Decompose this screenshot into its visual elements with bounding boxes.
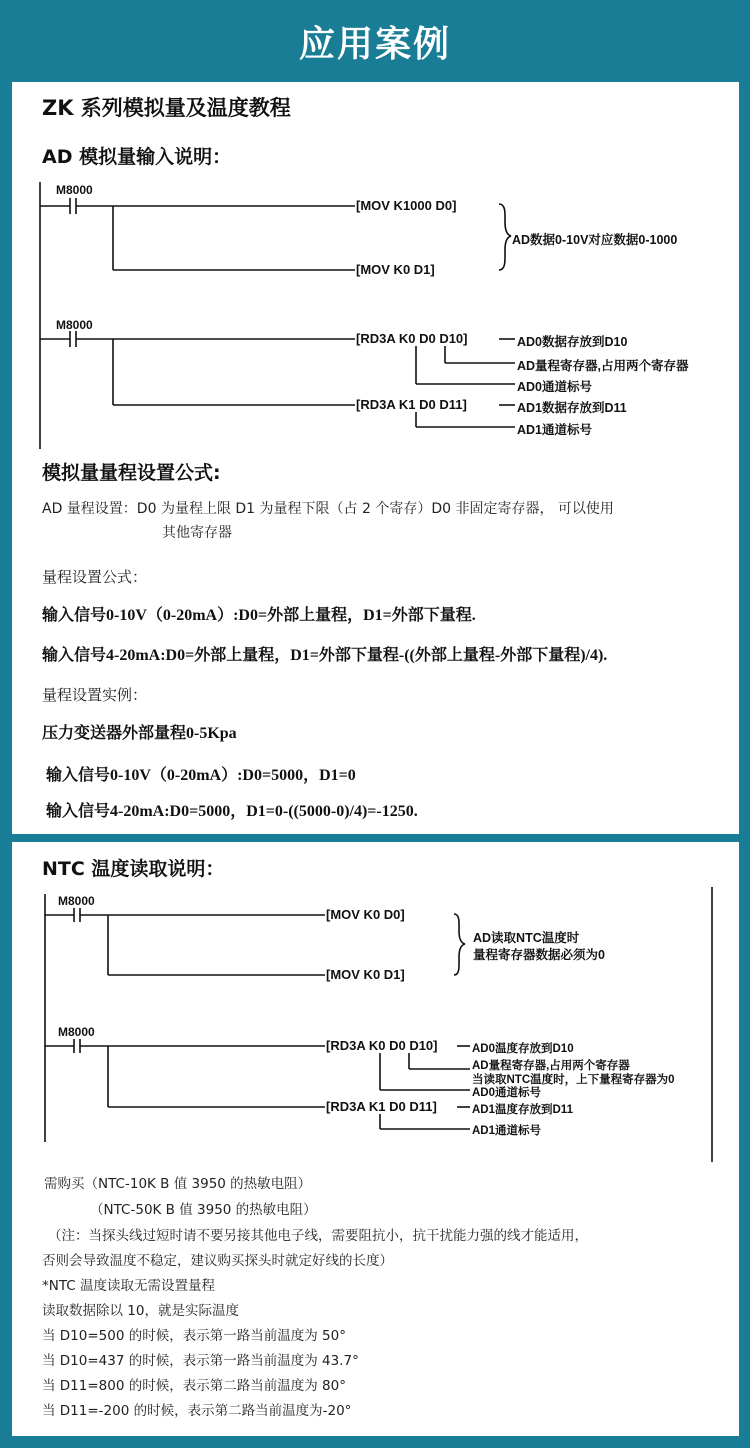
annotation: AD0数据存放到D10: [517, 335, 628, 349]
formula-line: 输入信号0-10V（0-20mA）:D0=外部上量程，D1=外部下量程.: [42, 607, 476, 624]
text-line: 读取数据除以 10，就是实际温度: [42, 1303, 239, 1319]
annotation: 量程寄存器数据必须为0: [473, 948, 605, 962]
rd3a-instruction: [RD3A K0 D0 D10]: [356, 331, 468, 346]
ntc-ladder-diagram: [12, 842, 739, 1162]
contact-label: M8000: [58, 894, 95, 908]
range-description: AD 量程设置：D0 为量程上限 D1 为量程下限（占 2 个寄存）D0 非固定寄存器， 可以使用: [42, 501, 614, 517]
example-line: 输入信号4-20mA:D0=5000，D1=0-((5000-0)/4)=-1250.: [46, 803, 418, 820]
text-line: （NTC-50K B 值 3950 的热敏电阻）: [90, 1202, 317, 1218]
header-banner: [0, 0, 750, 82]
brace-symbol: [454, 914, 465, 975]
text-line: 当 D11=800 的时候，表示第二路当前温度为 80°: [42, 1378, 346, 1394]
rd3a-instruction: [RD3A K0 D0 D10]: [326, 1038, 438, 1053]
example-device: 压力变送器外部量程0-5Kpa: [42, 725, 237, 742]
annotation: 当读取NTC温度时，上下量程寄存器为0: [472, 1074, 675, 1086]
range-description: 其他寄存器: [162, 525, 232, 541]
rd3a-instruction: [RD3A K1 D0 D11]: [356, 397, 467, 412]
contact-label: M8000: [56, 318, 93, 332]
ntc-heading: NTC 温度读取说明：: [42, 858, 225, 880]
ad-heading: AD 模拟量输入说明：: [42, 146, 232, 168]
formula-label: 量程设置公式：: [42, 568, 148, 586]
section-title: ZK 系列模拟量及温度教程: [42, 96, 291, 120]
annotation: AD1通道标号: [517, 423, 593, 437]
annotation: AD0通道标号: [517, 380, 593, 394]
mov-instruction: [MOV K0 D0]: [326, 907, 405, 922]
annotation: AD1温度存放到D11: [472, 1104, 573, 1116]
example-line: 输入信号0-10V（0-20mA）:D0=5000，D1=0: [46, 767, 356, 784]
annotation: AD量程寄存器,占用两个寄存器: [472, 1060, 630, 1072]
text-line: 当 D10=500 的时候，表示第一路当前温度为 50°: [42, 1328, 346, 1344]
example-label: 量程设置实例：: [42, 686, 148, 704]
annotation: AD1通道标号: [472, 1125, 542, 1137]
text-line: 当 D11=-200 的时候，表示第二路当前温度为-20°: [42, 1403, 352, 1419]
text-line: *NTC 温度读取无需设置量程: [42, 1278, 216, 1294]
rd3a-instruction: [RD3A K1 D0 D11]: [326, 1099, 437, 1114]
ad-tutorial-panel: [12, 82, 739, 834]
annotation: AD量程寄存器,占用两个寄存器: [517, 359, 689, 373]
annotation: AD0温度存放到D10: [472, 1043, 574, 1055]
brace-symbol: [499, 204, 511, 270]
mov-instruction: [MOV K1000 D0]: [356, 198, 457, 213]
page-title: 应用案例: [298, 23, 451, 65]
text-line: 当 D10=437 的时候，表示第一路当前温度为 43.7°: [42, 1353, 359, 1369]
mov-instruction: [MOV K0 D1]: [356, 262, 435, 277]
text-line: （注：当探头线过短时请不要另接其他电子线，需要阻抗小，抗干扰能力强的线才能适用，: [48, 1228, 588, 1244]
annotation: AD0通道标号: [472, 1087, 542, 1099]
text-line: 需购买（NTC-10K B 值 3950 的热敏电阻）: [44, 1176, 312, 1192]
text-line: 否则会导致温度不稳定，建议购买探头时就定好线的长度）: [42, 1253, 393, 1269]
mov-instruction: [MOV K0 D1]: [326, 967, 405, 982]
contact-label: M8000: [56, 183, 93, 197]
range-heading: 模拟量量程设置公式:: [42, 462, 221, 484]
annotation: AD数据0-10V对应数据0-1000: [512, 233, 678, 247]
ntc-tutorial-panel: [12, 842, 739, 1436]
formula-line: 输入信号4-20mA:D0=外部上量程，D1=外部下量程-((外部上量程-外部下量程)/4).: [42, 647, 608, 664]
annotation: AD读取NTC温度时: [473, 931, 580, 945]
contact-label: M8000: [58, 1025, 95, 1039]
annotation: AD1数据存放到D11: [517, 401, 627, 415]
